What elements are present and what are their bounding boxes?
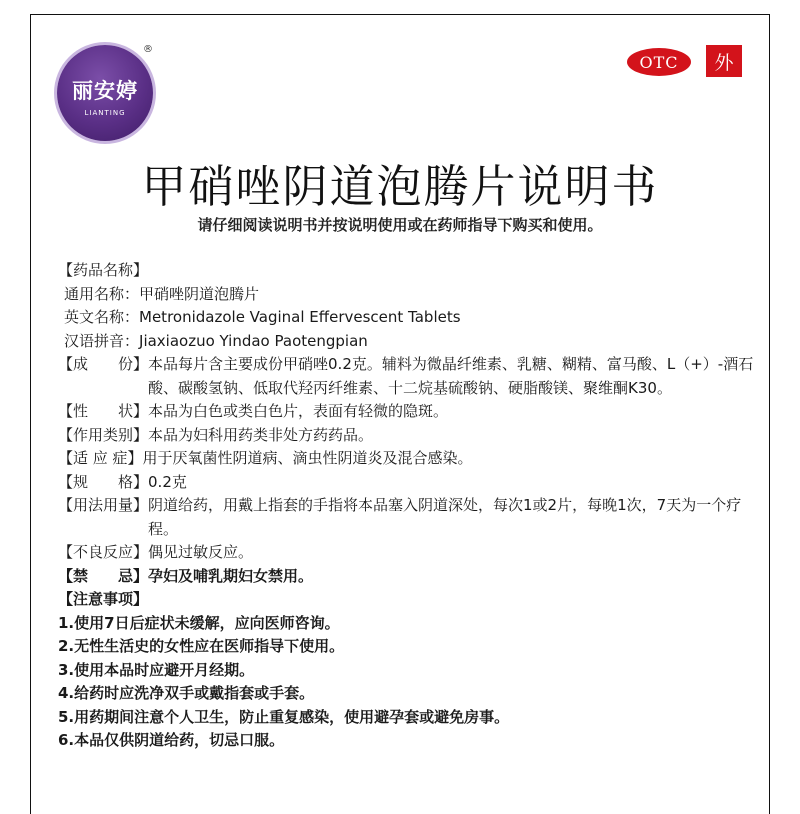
generic-name-label: 通用名称： bbox=[64, 284, 140, 303]
category-row bbox=[58, 424, 758, 448]
pinyin-value: Jiaxiaozuo Yindao Paotengpian bbox=[139, 331, 368, 350]
category-value: 本品为妇科用药类非处方药药品。 bbox=[148, 425, 374, 444]
precaution-item: 2.无性生活史的女性应在医师指导下使用。 bbox=[58, 637, 345, 655]
spec-label: 【规 格】 bbox=[58, 472, 149, 491]
english-name-row bbox=[58, 306, 758, 330]
brand-logo bbox=[57, 45, 153, 141]
english-name-label: 英文名称： bbox=[64, 308, 140, 326]
spec-row bbox=[58, 471, 758, 495]
external-use-badge: 外 bbox=[706, 45, 742, 77]
precautions-header: 【注意事项】 bbox=[58, 590, 149, 608]
composition-label: 【成 份】 bbox=[58, 355, 149, 373]
generic-name-value: 甲硝唑阴道泡腾片 bbox=[139, 284, 260, 303]
spec-value: 0.2克 bbox=[148, 472, 187, 491]
precaution-item: 3.使用本品时应避开月经期。 bbox=[58, 660, 255, 679]
precaution-item: 5.用药期间注意个人卫生，防止重复感染，使用避孕套或避免房事。 bbox=[58, 707, 510, 726]
adverse-row bbox=[58, 541, 758, 565]
indication-value: 用于厌氧菌性阴道病、滴虫性阴道炎及混合感染。 bbox=[142, 449, 473, 467]
adverse-value: 偶见过敏反应。 bbox=[148, 543, 254, 561]
contraindication-row bbox=[58, 565, 758, 589]
character-row bbox=[58, 400, 758, 424]
precaution-item: 6.本品仅供阴道给药，切忌口服。 bbox=[58, 731, 285, 749]
leaflet-content bbox=[58, 259, 758, 753]
drug-name-header: 【药品名称】 bbox=[58, 261, 149, 279]
precaution-item: 4.给药时应洗净双手或戴指套或手套。 bbox=[58, 684, 315, 702]
category-label: 【作用类别】 bbox=[58, 425, 149, 444]
indication-row bbox=[58, 447, 758, 471]
generic-name-row bbox=[58, 283, 758, 307]
usage-row bbox=[58, 494, 758, 541]
adverse-label: 【不良反应】 bbox=[58, 543, 149, 561]
precaution-item: 1.使用7日后症状未缓解，应向医师咨询。 bbox=[58, 613, 340, 632]
page-subtitle: 请仔细阅读说明书并按说明使用或在药师指导下购买和使用。 bbox=[197, 216, 603, 234]
usage-value: 阴道给药，用戴上指套的手指将本品塞入阴道深处，每次1或2片，每晚1次，7天为一个疗程。 bbox=[148, 496, 742, 538]
brand-logo-english: LIANTING bbox=[84, 109, 126, 117]
composition-row bbox=[58, 353, 758, 400]
english-name-value: Metronidazole Vaginal Effervescent Tablets bbox=[139, 308, 461, 326]
registered-mark: ® bbox=[143, 44, 153, 55]
indication-label: 【适 应 症】 bbox=[58, 449, 143, 467]
otc-badge: OTC bbox=[627, 48, 691, 76]
contraindication-label: 【禁 忌】 bbox=[58, 566, 149, 585]
contraindication-value: 孕妇及哺乳期妇女禁用。 bbox=[148, 566, 314, 585]
page-title: 甲硝唑阴道泡腾片说明书 bbox=[141, 160, 659, 213]
usage-label: 【用法用量】 bbox=[58, 496, 149, 514]
character-value: 本品为白色或类白色片，表面有轻微的隐斑。 bbox=[148, 402, 449, 420]
brand-logo-chinese: 丽安婷 bbox=[72, 79, 138, 103]
character-label: 【性 状】 bbox=[58, 402, 149, 420]
pinyin-label: 汉语拼音： bbox=[64, 331, 140, 350]
composition-value: 本品每片含主要成份甲硝唑0.2克。辅料为微晶纤维素、乳糖、糊精、富马酸、L（+）-酒石酸、碳酸氢钠、低取代羟丙纤维素、十二烷基硫酸钠、硬脂酸镁、聚维酮K30。 bbox=[148, 355, 754, 397]
pinyin-row bbox=[58, 330, 758, 354]
